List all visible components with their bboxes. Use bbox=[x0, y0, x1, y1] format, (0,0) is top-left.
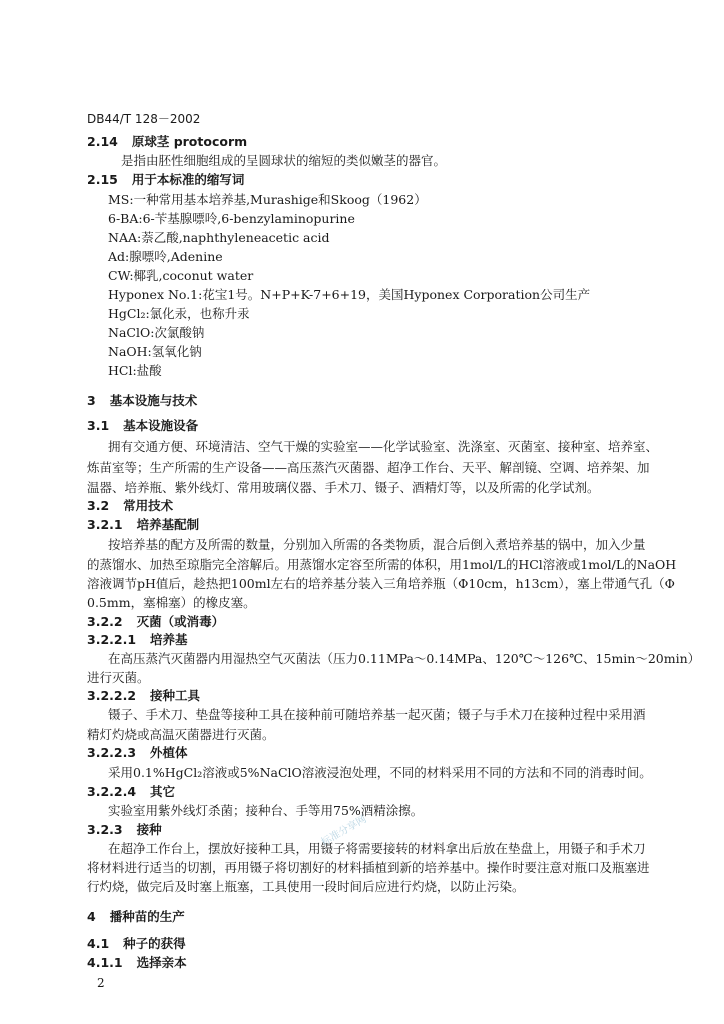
paragraph-line: 将材料进行适当的切割，再用镊子将切割好的材料插植到新的培养基中。操作时要注意对瓶口及瓶塞进 bbox=[87, 860, 650, 875]
section-title: 常用技术 bbox=[123, 498, 174, 513]
section-3-2-2-2-heading bbox=[87, 690, 200, 703]
section-title: 播种苗的生产 bbox=[109, 909, 185, 924]
abbreviation-item: Hyponex No.1:花宝1号。N+P+K-7+6+19，美国Hyponex Corporation公司生产 bbox=[108, 287, 591, 302]
section-number: 3 bbox=[87, 393, 96, 408]
section-title: 其它 bbox=[150, 784, 176, 799]
paragraph-line: 是指由胚性细胞组成的呈圆球状的缩短的类似嫩茎的器官。 bbox=[121, 153, 447, 168]
section-number: 3.1 bbox=[87, 418, 110, 433]
section-3-2-2-4-heading bbox=[87, 786, 175, 799]
abbreviation-item: 6-BA:6-苄基腺嘌呤,6-benzylaminopurine bbox=[108, 211, 355, 226]
section-number: 3.2.2.3 bbox=[87, 745, 137, 760]
paragraph-line: 镊子、手术刀、垫盘等接种工具在接种前可随培养基一起灭菌；镊子与手术刀在接种过程中采用酒 bbox=[108, 707, 646, 722]
paragraph-line: 拥有交通方便、环境清洁、空气干燥的实验室——化学试验室、洗涤室、灭菌室、接种室、培养室、 bbox=[108, 439, 659, 454]
abbreviation-item: NaOH:氢氧化钠 bbox=[108, 344, 202, 359]
abbreviation-item: CW:椰乳,coconut water bbox=[108, 268, 254, 283]
abbreviation-item: HCl:盐酸 bbox=[108, 363, 162, 378]
paragraph-line: 进行灭菌。 bbox=[87, 670, 150, 685]
section-2-14-heading bbox=[87, 136, 247, 149]
section-number: 4 bbox=[87, 909, 96, 924]
section-title: 种子的获得 bbox=[123, 936, 186, 951]
section-title: 选择亲本 bbox=[136, 955, 187, 970]
section-3-1-heading bbox=[87, 420, 198, 433]
section-2-15-heading bbox=[87, 174, 244, 187]
section-number: 3.2.3 bbox=[87, 822, 123, 837]
section-title: 外植体 bbox=[150, 745, 188, 760]
paragraph-line: 行灼烧，做完后及时塞上瓶塞，工具使用一段时间后应进行灼烧，以防止污染。 bbox=[87, 879, 525, 894]
abbreviation-item: MS:一种常用基本培养基,Murashige和Skoog（1962） bbox=[108, 192, 427, 207]
section-number: 2.14 bbox=[87, 134, 118, 149]
section-number: 3.2 bbox=[87, 498, 110, 513]
section-title: 灭菌（或消毒） bbox=[136, 614, 225, 629]
section-number: 4.1.1 bbox=[87, 955, 123, 970]
section-4-1-1-heading bbox=[87, 957, 187, 970]
section-3-2-2-3-heading bbox=[87, 747, 188, 760]
section-3-2-1-heading bbox=[87, 519, 199, 532]
section-number: 3.2.2.2 bbox=[87, 688, 137, 703]
section-number: 3.2.2.4 bbox=[87, 784, 137, 799]
section-3-2-heading bbox=[87, 500, 173, 513]
paragraph-line: 的蒸馏水、加热至琼脂完全溶解后。用蒸馏水定容至所需的体积，用1mol/L的HCl溶液或1mol/L的NaOH bbox=[87, 557, 677, 572]
section-title: 基本设施设备 bbox=[123, 418, 199, 433]
paragraph-line: 在高压蒸汽灭菌器内用湿热空气灭菌法（压力0.11MPa～0.14MPa、120℃～126℃、15min～20min） bbox=[108, 651, 701, 666]
watermark: 标准分享网 bbox=[319, 813, 369, 849]
paragraph-line: 实验室用紫外线灯杀菌；接种台、手等用75%酒精涂擦。 bbox=[108, 803, 424, 818]
section-title: 基本设施与技术 bbox=[109, 393, 198, 408]
page-number: 2 bbox=[97, 976, 105, 990]
paragraph-line: 精灯灼烧或高温灭菌器进行灭菌。 bbox=[87, 727, 275, 742]
section-3-heading bbox=[87, 395, 197, 408]
paragraph-line: 溶液调节pH值后，趁热把100ml左右的培养基分装入三角培养瓶（Φ10cm，h13cm），塞上带通气孔（Φ bbox=[87, 576, 675, 591]
abbreviation-item: Ad:腺嘌呤,Adenine bbox=[108, 249, 223, 264]
standard-code: DB44/T 128－2002 bbox=[87, 112, 201, 126]
section-title: 用于本标准的缩写词 bbox=[131, 172, 245, 187]
abbreviation-item: NaClO:次氯酸钠 bbox=[108, 325, 205, 340]
section-number: 2.15 bbox=[87, 172, 118, 187]
paragraph-line: 炼苗室等；生产所需的生产设备——高压蒸汽灭菌器、超净工作台、天平、解剖镜、空调、培养架、加 bbox=[87, 460, 650, 475]
section-4-1-heading bbox=[87, 938, 186, 951]
paragraph-line: 按培养基的配方及所需的数量，分别加入所需的各类物质，混合后倒入煮培养基的锅中，加入少量 bbox=[108, 537, 646, 552]
section-number: 3.2.2 bbox=[87, 614, 123, 629]
section-number: 3.2.2.1 bbox=[87, 632, 137, 647]
section-title: 接种 bbox=[136, 822, 162, 837]
paragraph-line: 温器、培养瓶、紫外线灯、常用玻璃仪器、手术刀、镊子、酒精灯等，以及所需的化学试剂。 bbox=[87, 480, 600, 495]
abbreviation-item: HgCl₂:氯化汞，也称升汞 bbox=[108, 306, 250, 321]
paragraph-line: 0.5mm，塞棉塞）的橡皮塞。 bbox=[87, 595, 256, 610]
abbreviation-item: NAA:萘乙酸,naphthyleneacetic acid bbox=[108, 230, 330, 245]
section-title: 培养基配制 bbox=[136, 517, 200, 532]
section-3-2-2-1-heading bbox=[87, 634, 188, 647]
section-4-heading bbox=[87, 911, 185, 924]
section-title: 原球茎 protocorm bbox=[131, 134, 248, 149]
section-3-2-3-heading bbox=[87, 824, 162, 837]
section-number: 3.2.1 bbox=[87, 517, 123, 532]
section-title: 培养基 bbox=[150, 632, 188, 647]
section-3-2-2-heading bbox=[87, 616, 224, 629]
section-number: 4.1 bbox=[87, 936, 110, 951]
paragraph-line: 在超净工作台上，摆放好接种工具，用镊子将需要接转的材料拿出后放在垫盘上，用镊子和手术刀 bbox=[108, 841, 646, 856]
section-title: 接种工具 bbox=[150, 688, 201, 703]
paragraph-line: 采用0.1%HgCl₂溶液或5%NaClO溶液浸泡处理，不同的材料采用不同的方法和不同的消毒时间。 bbox=[108, 765, 652, 780]
